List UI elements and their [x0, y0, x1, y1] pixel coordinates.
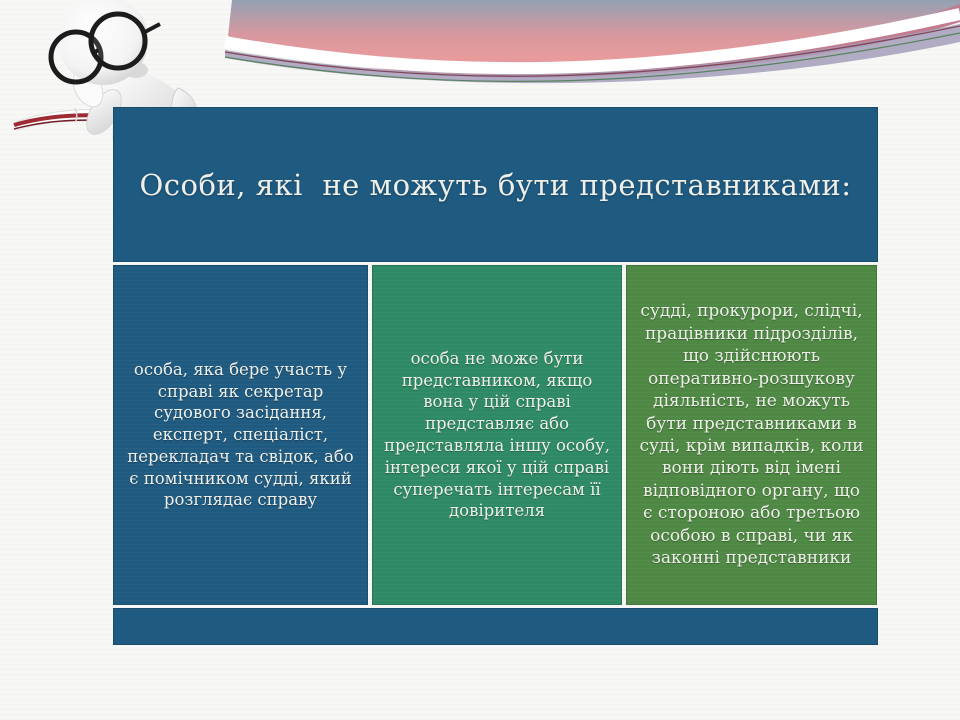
- wave-band: [225, 0, 960, 83]
- column-judges-prosecutors: [626, 265, 877, 605]
- slide-title: Особи, які не можуть бути представниками:: [139, 167, 852, 202]
- content-columns: [113, 265, 878, 605]
- column-conflict-of-interest: [372, 265, 622, 605]
- column-text: особа, яка бере участь у справі як секретар судового засідання, експерт, спеціаліст, перекладач та свідок, або є помічником судді, який розглядає справу: [127, 359, 354, 510]
- column-text: судді, прокурори, слідчі, працівники підрозділів, що здійснюють оперативно-розшукову діяльність, не можуть бути представниками в суді, крім випадків, коли вони діють від імені відповідного органу, що є стороною або третьою особою в справі, чи як законні представники: [639, 301, 864, 569]
- footer-bar: [113, 608, 878, 645]
- column-court-staff: [113, 265, 368, 605]
- column-text: особа не може бути представником, якщо вона у цій справі представляє або представляла іншу особу, інтереси якої у цій справі суперечать інтересам її довірителя: [384, 348, 610, 521]
- title-panel: [113, 107, 878, 262]
